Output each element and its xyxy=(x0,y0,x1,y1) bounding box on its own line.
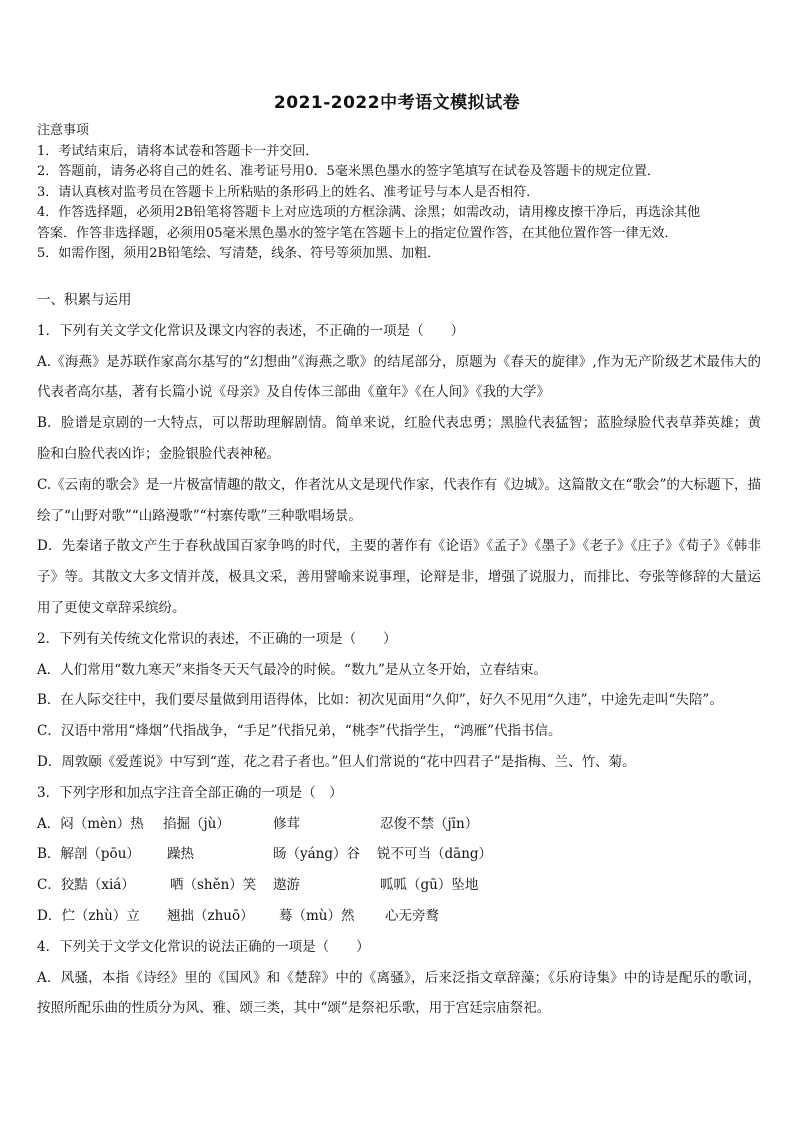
notice-item-4-cont: 答案．作答非选择题，必须用05毫米黑色墨水的签字笔在答题卡上的指定位置作答，在其他位置作答一律无效． xyxy=(37,225,678,241)
q3-a-word-4: 忍俊不禁（jīn） xyxy=(380,815,479,832)
section-heading: 一、积累与运用 xyxy=(37,292,132,308)
notice-item-4: 4．作答选择题，必须用2B铅笔将答题卡上对应选项的方框涂满、涂黑；如需改动，请用橡皮擦干净后，再选涂其他 xyxy=(37,205,701,220)
q3-c-word-1: C．狡黠（xiá） xyxy=(37,877,135,894)
q3-stem: 3．下列字形和加点字注音全部正确的一项是（ ） xyxy=(37,784,343,801)
q3-a-word-1: A．闷（mèn）热 xyxy=(37,815,144,832)
q3-d-word-3: 蓦（mù）然 xyxy=(279,907,355,924)
q3-d-word-1: D．伫（zhù）立 xyxy=(37,907,140,924)
q3-a-word-3: 修茸 xyxy=(273,815,300,832)
q2-option-c: C．汉语中常用“烽烟”代指战争，“手足”代指兄弟，“桃李”代指学生，“鸿雁”代指书信。 xyxy=(37,723,562,740)
notice-item-2: 2．答题前，请务必将自己的姓名、准考证号用0．5毫米黑色墨水的签字笔填写在试卷及答题卡的规定位置． xyxy=(37,164,660,179)
q3-b-word-2: 躁热 xyxy=(167,846,194,863)
q3-c-word-3: 遨游 xyxy=(273,877,300,894)
q3-d-word-2: 翘拙（zhuō） xyxy=(167,907,254,924)
q1-stem: 1．下列有关文学文化常识及课文内容的表述，不正确的一项是（ ） xyxy=(37,322,465,339)
q4-option-a: A．风骚，本指《诗经》里的《国风》和《楚辞》中的《离骚》，后来泛指文章辞藻；《乐府诗集》中的诗是配乐的歌词，按照所配乐曲的性质分为风、雅、颂三类，其中“颂”是祭祀乐歌，用于宫廷宗庙祭祀。 xyxy=(37,969,761,1017)
q1-option-a: A.《海燕》是苏联作家高尔基写的“幻想曲”《海燕之歌》的结尾部分，原题为《春天的旋律》,作为无产阶级艺术最伟大的代表者高尔基，著有长篇小说《母亲》及自传体三部曲《童年》《在人间》《我的大学》 xyxy=(37,353,761,401)
q3-d-word-4: 心无旁鹜 xyxy=(385,907,439,924)
q2-stem: 2．下列有关传统文化常识的表述，不正确的一项是（ ） xyxy=(37,630,397,647)
notice-block xyxy=(37,121,762,265)
notice-item-3: 3．请认真核对监考员在答题卡上所粘贴的条形码上的姓名、准考证号与本人是否相符． xyxy=(37,184,540,200)
q3-option-a xyxy=(37,809,761,840)
q3-option-b xyxy=(37,839,761,870)
q3-c-word-4: 呱呱（gū）坠地 xyxy=(380,877,479,894)
q3-option-c xyxy=(37,870,761,901)
exam-title: 2021-2022中考语文模拟试卷 xyxy=(273,93,521,113)
q2-option-d: D．周敦颐《爱莲说》中写到“莲，花之君子者也。”但人们常说的“花中四君子”是指梅、兰、竹、菊。 xyxy=(37,753,636,770)
q3-c-word-2: 哂（shěn）笑 xyxy=(170,877,257,894)
exam-body xyxy=(37,285,761,1024)
notice-item-5: 5．如需作图，须用2B铅笔绘、写清楚，线条、符号等须加黑、加粗． xyxy=(37,246,441,261)
q4-stem: 4．下列关于文学文化常识的说法正确的一项是（ ） xyxy=(37,938,370,955)
notice-heading: 注意事项 xyxy=(37,123,90,138)
q3-option-d xyxy=(37,901,761,932)
notice-item-1: 1．考试结束后，请将本试卷和答题卡一并交回． xyxy=(37,143,319,159)
q2-option-a: A．人们常用“数九寒天”来指冬天天气最冷的时候。“数九”是从立冬开始，立春结束。 xyxy=(37,661,547,678)
q3-b-word-1: B．解剖（pōu） xyxy=(37,846,140,863)
q1-option-c: C.《云南的歌会》是一片极富情趣的散文，作者沈从文是现代作家，代表作有《边城》。这篇散文在“歌会”的大标题下，描绘了“山野对歌”“山路漫歌”“村寨传歌”三种歌唱场景。 xyxy=(37,476,761,524)
q1-option-d: D．先秦诸子散文产生于春秋战国百家争鸣的时代，主要的著作有《论语》《孟子》《墨子》《老子》《庄子》《荀子》《韩非子》等。其散文大多文情并茂，极具文采，善用譬喻来说事理，论辩是非，增强了说服力，而排比、夸张等修辞的大量运用了更使文章辞采缤纷。 xyxy=(37,538,761,616)
q3-b-word-4: 锐不可当（dāng） xyxy=(377,846,493,863)
q2-option-b: B．在人际交往中，我们要尽量做到用语得体，比如：初次见面用“久仰”，好久不见用“久违”，中途先走叫“失陪”。 xyxy=(37,692,723,709)
q3-b-word-3: 旸（yáng）谷 xyxy=(273,846,361,863)
q3-a-word-2: 掐掘（jù） xyxy=(163,815,230,832)
q1-option-b: B．脸谱是京剧的一大特点，可以帮助理解剧情。简单来说，红脸代表忠勇；黑脸代表猛智；蓝脸绿脸代表草莽英雄；黄脸和白脸代表凶诈；金脸银脸代表神秘。 xyxy=(37,415,761,462)
